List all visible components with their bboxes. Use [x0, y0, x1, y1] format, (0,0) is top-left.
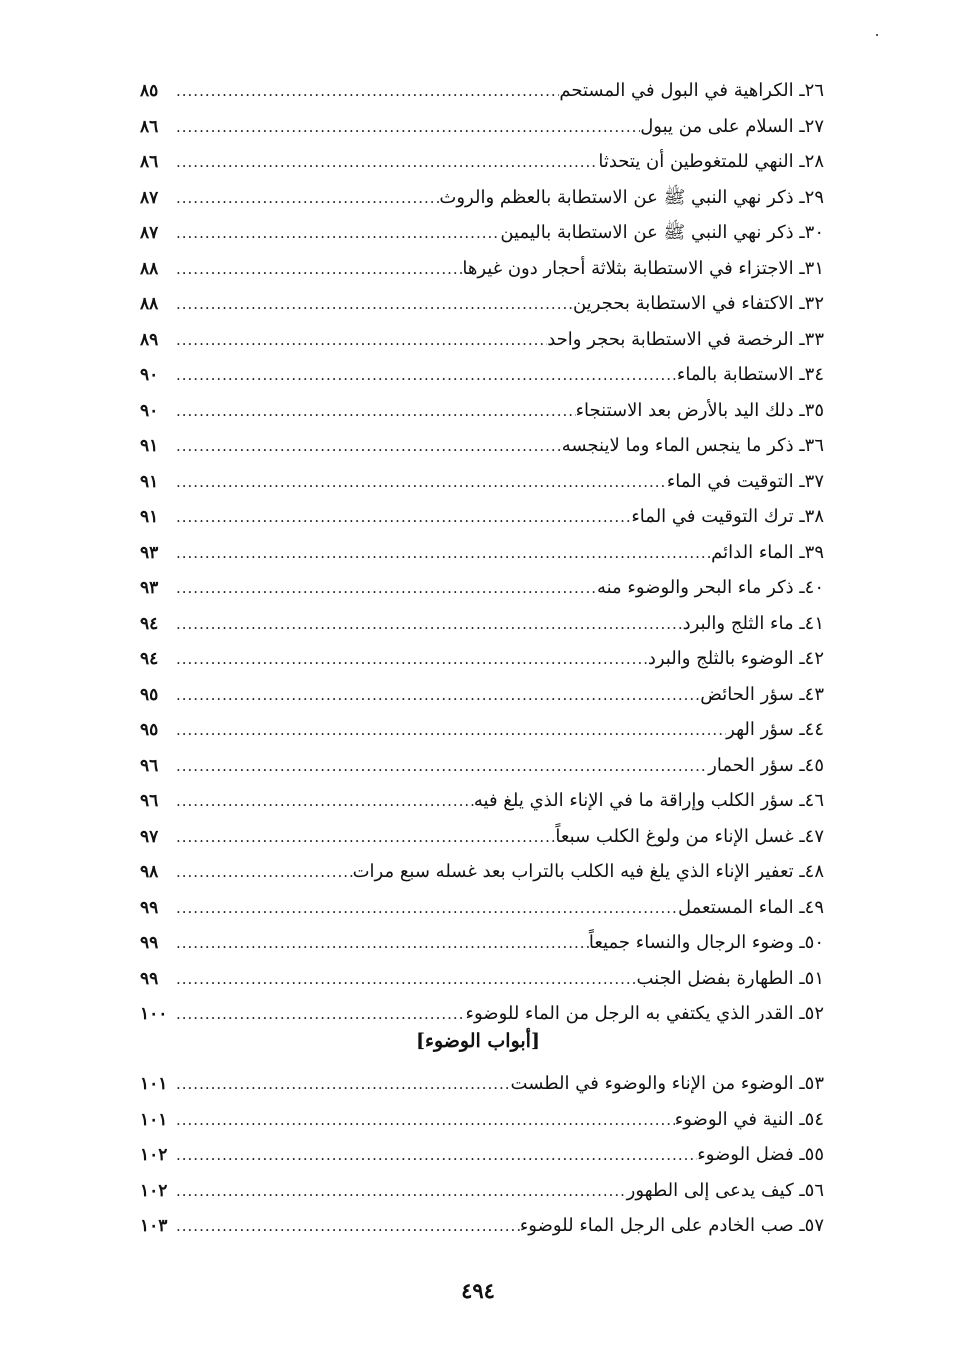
toc-entry-page: ٨٧ — [140, 223, 159, 243]
toc-entry-page: ١٠٢ — [140, 1145, 168, 1165]
toc-entry-page: ١٠٢ — [140, 1180, 168, 1201]
toc-entry-title: ٣٧ـ التوقيت في الماء — [666, 470, 824, 492]
dot-leader — [174, 110, 640, 146]
dot-leader — [174, 394, 576, 430]
dot-leader — [174, 181, 439, 217]
toc-entry — [140, 1208, 824, 1244]
scan-speck — [876, 34, 878, 36]
toc-entry — [140, 499, 824, 535]
toc-entry-page: ٩٥ — [140, 684, 159, 705]
toc-entry-page: ٩٦ — [140, 791, 159, 811]
dot-leader — [174, 1067, 511, 1103]
toc-entry — [140, 1173, 824, 1209]
dot-leader — [174, 891, 678, 927]
toc-entry-page: ٨٩ — [140, 329, 159, 350]
toc-entry-page: ٨٥ — [140, 81, 159, 101]
toc-entry-title: ٤٦ـ سؤر الكلب وإراقة ما في الإناء الذي يلغ فيه — [473, 790, 824, 811]
toc-entry-page: ١٠٠ — [140, 1004, 168, 1024]
toc-entry-page: ٨٦ — [140, 116, 159, 137]
toc-entry-title: ٢٩ـ ذكر نهي النبي ﷺ عن الاستطابة بالعظم والروث — [439, 186, 824, 208]
dot-leader — [174, 216, 500, 252]
toc-entry-title: ٥٦ـ كيف يدعى إلى الطهور — [626, 1179, 824, 1201]
dot-leader — [174, 820, 555, 856]
toc-entry — [140, 783, 824, 819]
toc-entry-title: ٥٧ـ صب الخادم على الرجل الماء للوضوء — [519, 1215, 824, 1236]
toc-entry — [140, 712, 824, 748]
toc-entry — [140, 215, 824, 251]
toc-entry-page: ٩٨ — [140, 862, 159, 882]
dot-leader — [174, 358, 677, 394]
toc-entry — [140, 464, 824, 500]
toc-entry-page: ٨٨ — [140, 258, 159, 279]
toc-entry-page: ٩٠ — [140, 365, 159, 385]
dot-leader — [174, 926, 589, 962]
toc-entry-page: ٩٣ — [140, 542, 159, 563]
toc-entry-title: ٢٨ـ النهي للمتغوطين أن يتحدثا — [598, 151, 824, 172]
toc-entry-page: ٨٧ — [140, 187, 159, 208]
toc-entry-page: ٨٦ — [140, 152, 159, 172]
toc-entry — [140, 961, 824, 997]
toc-entry-page: ٩١ — [140, 507, 159, 527]
toc-list-ablution — [140, 1066, 824, 1244]
dot-leader — [174, 287, 573, 323]
toc-entry — [140, 748, 824, 784]
dot-leader — [174, 429, 562, 465]
toc-entry-title: ٣٩ـ الماء الدائم — [711, 541, 824, 563]
toc-entry — [140, 854, 824, 890]
dot-leader — [174, 997, 466, 1033]
dot-leader — [174, 855, 353, 891]
toc-entry — [140, 996, 824, 1032]
toc-entry-page: ٩٦ — [140, 755, 159, 776]
toc-entry-title: ٣٣ـ الرخصة في الاستطابة بحجر واحد — [547, 328, 824, 350]
toc-entry — [140, 925, 824, 961]
toc-entry — [140, 144, 824, 180]
dot-leader — [174, 678, 700, 714]
dot-leader — [174, 252, 462, 288]
toc-entry-page: ١٠١ — [140, 1074, 168, 1094]
toc-entry-title: ٣٤ـ الاستطابة بالماء — [676, 364, 824, 385]
toc-entry-title: ٣٠ـ ذكر نهي النبي ﷺ عن الاستطابة باليمين — [500, 222, 824, 243]
toc-entry — [140, 606, 824, 642]
toc-entry-title: ٥١ـ الطهارة بفضل الجنب — [636, 967, 824, 989]
toc-entry-title: ٤٩ـ الماء المستعمل — [677, 896, 824, 918]
toc-entry-title: ٥٢ـ القدر الذي يكتفي به الرجل من الماء للوضوء — [465, 1003, 824, 1024]
toc-entry-page: ٩٠ — [140, 400, 159, 421]
dot-leader — [174, 465, 667, 501]
toc-entry — [140, 428, 824, 464]
toc-entry-title: ٢٧ـ السلام على من يبول — [640, 115, 824, 137]
toc-entry — [140, 357, 824, 393]
toc-entry — [140, 677, 824, 713]
toc-entry-title: ٥٤ـ النية في الوضوء — [674, 1108, 824, 1130]
toc-entry — [140, 393, 824, 429]
toc-entry — [140, 641, 824, 677]
toc-entry-page: ٩٣ — [140, 578, 159, 598]
toc-entry-title: ٤١ـ ماء الثلج والبرد — [682, 612, 824, 634]
toc-entry-title: ٤٨ـ تعفير الإناء الذي يلغ فيه الكلب بالتراب بعد غسله سبع مرات — [352, 861, 824, 882]
toc-entry — [140, 180, 824, 216]
toc-entry-page: ٩١ — [140, 436, 159, 456]
toc-entry-page: ١٠١ — [140, 1109, 168, 1130]
toc-entry-title: ٤٢ـ الوضوء بالثلج والبرد — [647, 648, 824, 669]
dot-leader — [174, 962, 636, 998]
toc-entry-title: ٥٠ـ وضوء الرجال والنساء جميعاً — [588, 932, 824, 953]
dot-leader — [174, 1103, 675, 1139]
dot-leader — [174, 1209, 520, 1245]
toc-list-primary — [140, 73, 824, 1032]
toc-entry-title: ٣٨ـ ترك التوقيت في الماء — [631, 506, 824, 527]
toc-entry — [140, 1066, 824, 1102]
toc-entry — [140, 109, 824, 145]
dot-leader — [174, 500, 631, 536]
toc-entry-page: ٨٨ — [140, 294, 159, 314]
dot-leader — [174, 1138, 697, 1174]
toc-entry-title: ٤٠ـ ذكر ماء البحر والوضوء منه — [596, 577, 824, 598]
dot-leader — [174, 749, 708, 785]
toc-entry-title: ٤٤ـ سؤر الهر — [726, 719, 824, 740]
toc-entry-title: ٣٢ـ الاكتفاء في الاستطابة بحجرين — [572, 293, 824, 314]
toc-entry-page: ١٠٣ — [140, 1216, 168, 1236]
toc-entry-page: ٩٤ — [140, 649, 159, 669]
toc-entry-page: ٩٩ — [140, 933, 159, 953]
toc-entry-title: ٥٥ـ فضل الوضوء — [697, 1144, 824, 1165]
dot-leader — [174, 1174, 627, 1210]
toc-entry — [140, 890, 824, 926]
dot-leader — [174, 145, 598, 181]
toc-entry-page: ٩١ — [140, 471, 159, 492]
dot-leader — [174, 536, 711, 572]
toc-entry — [140, 1102, 824, 1138]
toc-entry-title: ٣٥ـ دلك اليد بالأرض بعد الاستنجاء — [575, 399, 824, 421]
dot-leader — [174, 784, 474, 820]
toc-entry — [140, 819, 824, 855]
toc-entry-page: ٩٧ — [140, 826, 159, 847]
dot-leader — [174, 571, 597, 607]
toc-entry-page: ٩٤ — [140, 613, 159, 634]
toc-entry-title: ٤٣ـ سؤر الحائض — [700, 683, 824, 705]
dot-leader — [174, 642, 648, 678]
dot-leader — [174, 323, 547, 359]
section-heading: [أبواب الوضوء] — [416, 1030, 540, 1052]
toc-entry — [140, 570, 824, 606]
toc-entry — [140, 1137, 824, 1173]
toc-entry — [140, 73, 824, 109]
toc-entry-title: ٤٧ـ غسل الإناء من ولوغ الكلب سبعاً — [555, 825, 824, 847]
dot-leader — [174, 713, 726, 749]
toc-entry — [140, 322, 824, 358]
toc-entry — [140, 286, 824, 322]
toc-entry-title: ٣٦ـ ذكر ما ينجس الماء وما لاينجسه — [561, 435, 824, 456]
toc-entry-page: ٩٩ — [140, 897, 159, 918]
dot-leader — [174, 74, 559, 110]
toc-entry — [140, 251, 824, 287]
toc-entry-title: ٤٥ـ سؤر الحمار — [708, 754, 824, 776]
toc-entry — [140, 535, 824, 571]
toc-entry-page: ٩٥ — [140, 720, 159, 740]
page-number: ٤٩٤ — [461, 1278, 495, 1303]
toc-entry-title: ٥٣ـ الوضوء من الإناء والوضوء في الطست — [510, 1073, 824, 1094]
toc-entry-title: ٢٦ـ الكراهية في البول في المستحم — [559, 80, 824, 101]
toc-entry-page: ٩٩ — [140, 968, 159, 989]
dot-leader — [174, 607, 683, 643]
toc-entry-title: ٣١ـ الاجتزاء في الاستطابة بثلاثة أحجار دون غيرها — [462, 257, 824, 279]
